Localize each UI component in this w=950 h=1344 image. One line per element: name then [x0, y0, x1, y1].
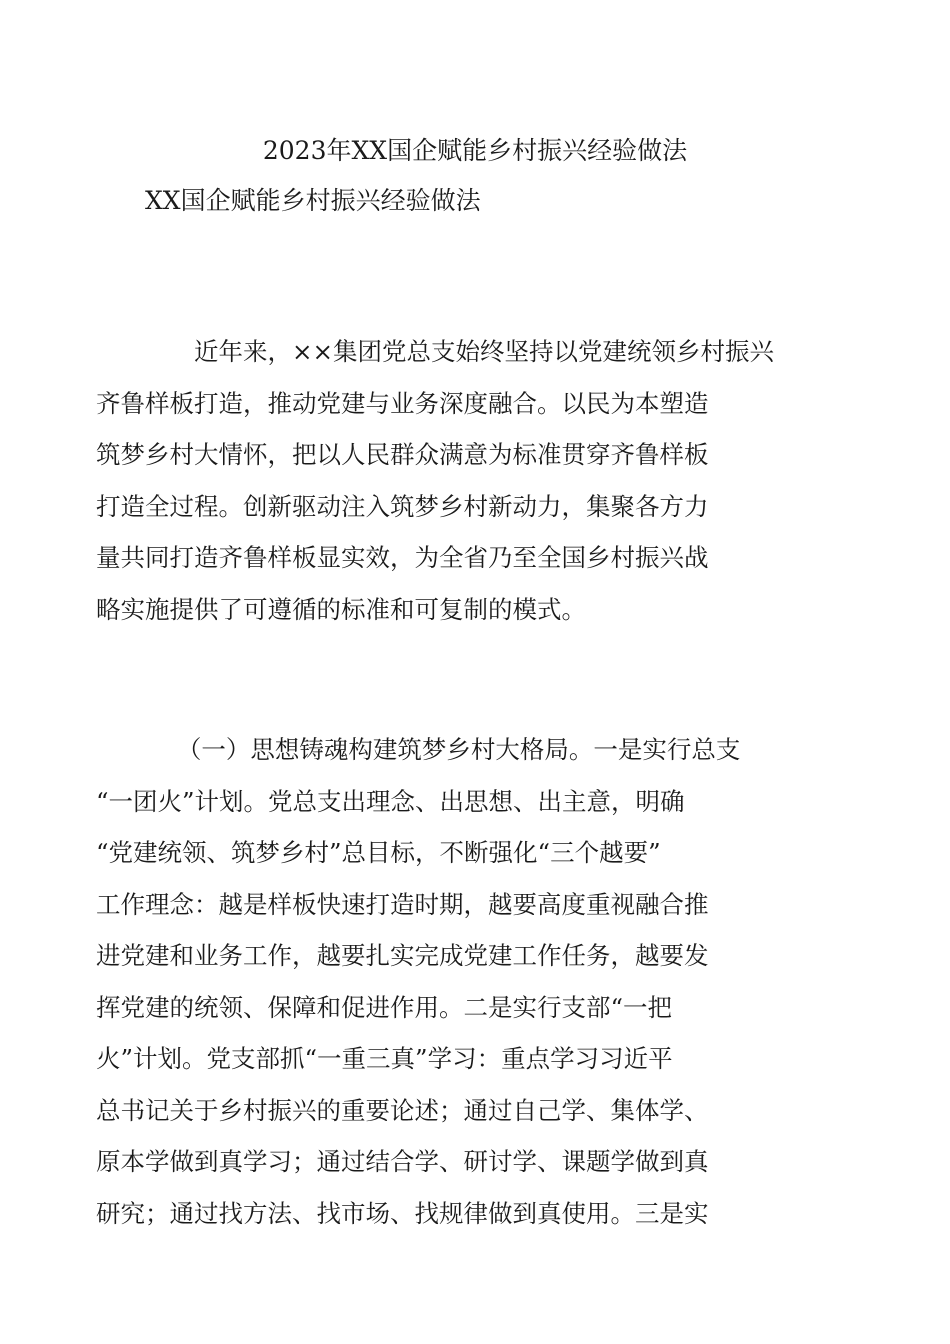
document-title: 2023年XX国企赋能乡村振兴经验做法	[262, 136, 688, 165]
paragraph-line: 火”计划。党支部抓“一重三真”学习：重点学习习近平	[96, 1044, 673, 1073]
paragraph-line: 挥党建的统领、保障和促进作用。二是实行支部“一把	[96, 992, 673, 1022]
paragraph-intro	[96, 326, 811, 635]
paragraph-line: 量共同打造齐鲁样板显实效，为全省乃至全国乡村振兴战	[96, 543, 709, 572]
paragraph-line: 近年来，××集团党总支始终坚持以党建统领乡村振兴	[194, 337, 775, 366]
paragraph-line: 打造全过程。创新驱动注入筑梦乡村新动力，集聚各方力	[96, 491, 709, 521]
paragraph-line: 略实施提供了可遵循的标准和可复制的模式。	[96, 594, 586, 624]
paragraph-line: 筑梦乡村大情怀，把以人民群众满意为标准贯穿齐鲁样板	[96, 440, 709, 469]
paragraph-line: 进党建和业务工作，越要扎实完成党建工作任务，越要发	[96, 941, 709, 970]
paragraph-line: 齐鲁样板打造，推动党建与业务深度融合。以民为本塑造	[96, 388, 709, 418]
paragraph-line: 原本学做到真学习；通过结合学、研讨学、课题学做到真	[96, 1147, 709, 1176]
paragraph-line: 工作理念：越是样板快速打造时期，越要高度重视融合推	[96, 889, 709, 919]
paragraph-section-one	[96, 724, 811, 1239]
paragraph-line: “党建统领、筑梦乡村”总目标，不断强化“三个越要”	[96, 838, 661, 867]
paragraph-line: 研究；通过找方法、找市场、找规律做到真使用。三是实	[96, 1198, 709, 1228]
paragraph-line: 总书记关于乡村振兴的重要论述；通过自己学、集体学、	[96, 1095, 709, 1125]
document-subtitle: XX国企赋能乡村振兴经验做法	[145, 186, 481, 215]
paragraph-line: （一）思想铸魂构建筑梦乡村大格局。一是实行总支	[176, 735, 741, 764]
paragraph-line: “一团火”计划。党总支出理念、出思想、出主意，明确	[96, 786, 685, 816]
